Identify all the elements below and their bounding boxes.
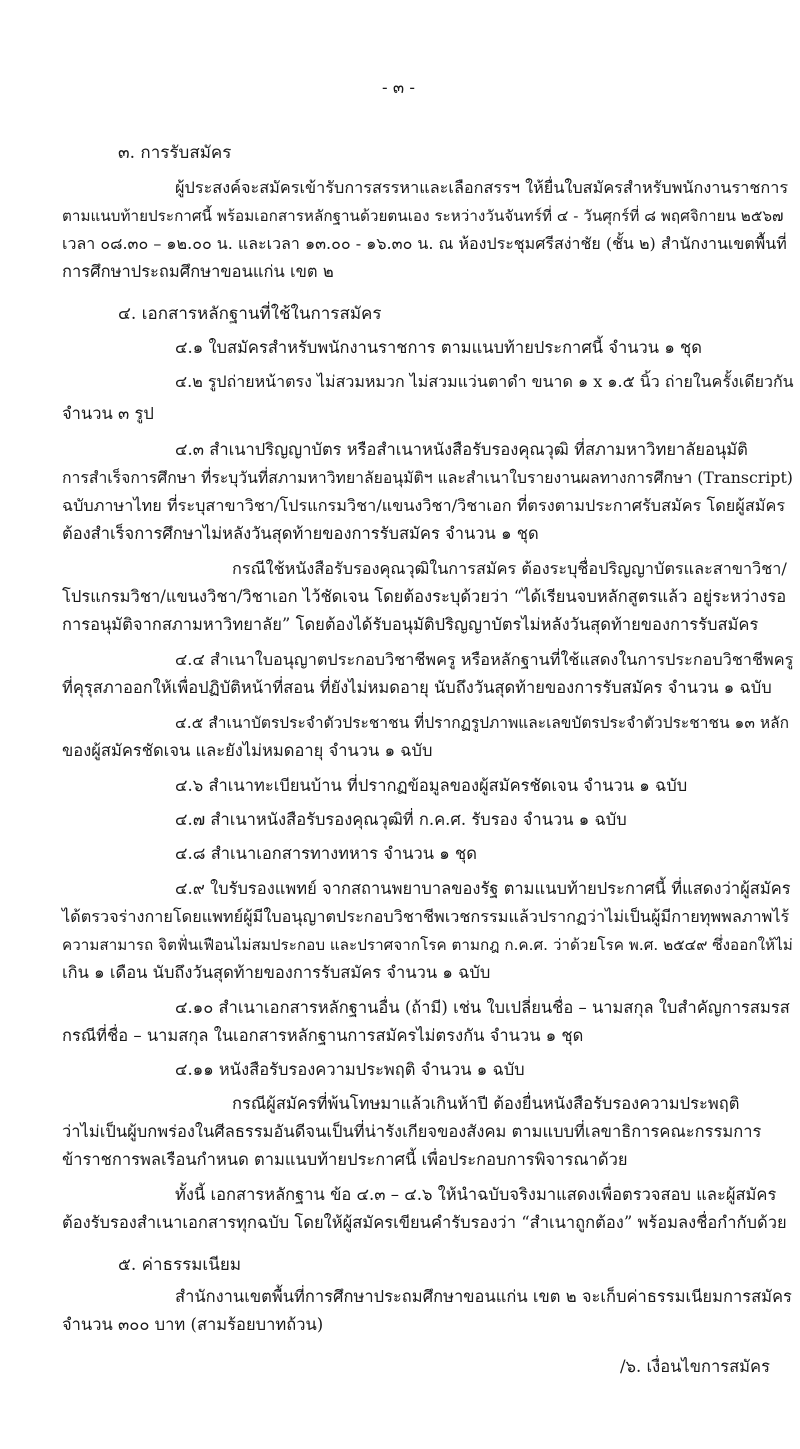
section-4-line: ความสามารถ จิตฟั่นเฟือนไม่สมประกอบ และปราศจากโรค ตามกฎ ก.ค.ศ. ว่าด้วยโรค พ.ศ. ๒๕๔๙ ซึ่งออกให้ไม่ (62, 936, 793, 954)
section-4-line: ฉบับภาษาไทย ที่ระบุสาขาวิชา/โปรแกรมวิชา/แขนงวิชา/วิชาเอก ที่ตรงตามประกาศรับสมัคร โดยผู้สมัคร (62, 496, 786, 515)
page-number: - ๓ - (382, 78, 415, 97)
section-4-line: ๔.๓ สำเนาปริญญาบัตร หรือสำเนาหนังสือรับรองคุณวุฒิ ที่สภามหาวิทยาลัยอนุมัติ (175, 440, 748, 459)
continuation-note: /๖. เงื่อนไขการสมัคร (620, 1357, 770, 1376)
section-4-line: กรณีใช้หนังสือรับรองคุณวุฒิในการสมัคร ต้องระบุชื่อปริญญาบัตรและสาขาวิชา/ (232, 559, 787, 578)
section-4-line: การสำเร็จการศึกษา ที่ระบุวันที่สภามหาวิทยาลัยอนุมัติฯ และสำเนาใบรายงานผลทางการศึกษา (Transcript) (62, 468, 793, 487)
section-5-line: จำนวน ๓๐๐ บาท (สามร้อยบาทถ้วน) (62, 1315, 324, 1334)
section-4-line: ได้ตรวจร่างกายโดยแพทย์ผู้มีใบอนุญาตประกอบวิชาชีพเวชกรรมแล้วปรากฏว่าไม่เป็นผู้มีกายทุพพลภาพไร้ (62, 907, 790, 926)
section-4-line: ของผู้สมัครชัดเจน และยังไม่หมดอายุ จำนวน ๑ ฉบับ (62, 741, 433, 760)
section-4-line: กรณีผู้สมัครที่พ้นโทษมาแล้วเกินห้าปี ต้องยื่นหนังสือรับรองความประพฤติ (232, 1094, 740, 1113)
section-5-line: สำนักงานเขตพื้นที่การศึกษาประถมศึกษาขอนแก่น เขต ๒ จะเก็บค่าธรรมเนียมการสมัคร (175, 1287, 792, 1306)
section-4-line: ๔.๒ รูปถ่ายหน้าตรง ไม่สวมหมวก ไม่สวมแว่นตาดำ ขนาด ๑ x ๑.๕ นิ้ว ถ่ายในครั้งเดียวกัน (175, 372, 794, 391)
section-4-line: ๔.๑๑ หนังสือรับรองความประพฤติ จำนวน ๑ ฉบับ (175, 1060, 525, 1079)
section-4-line: ๔.๙ ใบรับรองแพทย์ จากสถานพยาบาลของรัฐ ตามแนบท้ายประกาศนี้ ที่แสดงว่าผู้สมัคร (175, 879, 791, 898)
section-5-heading: ๕. ค่าธรรมเนียม (118, 1255, 242, 1275)
section-4-line: โปรแกรมวิชา/แขนงวิชา/วิชาเอก ไว้ชัดเจน โดยต้องระบุด้วยว่า “ได้เรียนจบหลักสูตรแล้ว อยู่ระหว่างรอ (62, 587, 787, 606)
section-4-line: จำนวน ๓ รูป (62, 404, 154, 423)
section-4-line: ข้าราชการพลเรือนกำหนด ตามแนบท้ายประกาศนี้ เพื่อประกอบการพิจารณาด้วย (62, 1150, 628, 1169)
section-4-heading: ๔. เอกสารหลักฐานที่ใช้ในการสมัคร (118, 304, 382, 324)
section-4-line: ต้องรับรองสำเนาเอกสารทุกฉบับ โดยให้ผู้สมัครเขียนคำรับรองว่า “สำเนาถูกต้อง” พร้อมลงชื่อกำกับด้วย (62, 1213, 787, 1232)
section-4-line: การอนุมัติจากสภามหาวิทยาลัย” โดยต้องได้รับอนุมัติปริญญาบัตรไม่หลังวันสุดท้ายของการรับสมัคร (62, 615, 759, 634)
section-3-heading: ๓. การรับสมัคร (118, 143, 232, 163)
section-3-line: เวลา ๐๘.๓๐ – ๑๒.๐๐ น. และเวลา ๑๓.๐๐ - ๑๖.๓๐ น. ณ ห้องประชุมศรีสง่าชัย (ชั้น ๒) สำนักงานเขตพื้นที่ (62, 234, 787, 253)
section-4-line: ๔.๖ สำเนาทะเบียนบ้าน ที่ปรากฏข้อมูลของผู้สมัครชัดเจน จำนวน ๑ ฉบับ (175, 776, 688, 795)
section-3-line: ตามแนบท้ายประกาศนี้ พร้อมเอกสารหลักฐานด้วยตนเอง ระหว่างวันจันทร์ที่ ๔ - วันศุกร์ที่ ๘ พฤศจิกายน ๒๕๖๗ (62, 207, 784, 225)
section-4-line: ต้องสำเร็จการศึกษาไม่หลังวันสุดท้ายของการรับสมัคร จำนวน ๑ ชุด (62, 524, 539, 543)
section-4-line: ๔.๘ สำเนาเอกสารทางทหาร จำนวน ๑ ชุด (175, 844, 477, 863)
section-4-line: ๔.๑๐ สำเนาเอกสารหลักฐานอื่น (ถ้ามี) เช่น ใบเปลี่ยนชื่อ – นามสกุล ใบสำคัญการสมรส (175, 998, 790, 1017)
section-4-line: ๔.๕ สำเนาบัตรประจำตัวประชาชน ที่ปรากฏรูปภาพและเลขบัตรประจำตัวประชาชน ๑๓ หลัก (175, 714, 789, 732)
section-4-line: ทั้งนี้ เอกสารหลักฐาน ข้อ ๔.๓ – ๔.๖ ให้นำฉบับจริงมาแสดงเพื่อตรวจสอบ และผู้สมัคร (175, 1185, 777, 1204)
section-4-line: กรณีที่ชื่อ – นามสกุล ในเอกสารหลักฐานการสมัครไม่ตรงกัน จำนวน ๑ ชุด (62, 1026, 584, 1045)
section-3-line: ผู้ประสงค์จะสมัครเข้ารับการสรรหาและเลือกสรรฯ ให้ยื่นใบสมัครสำหรับพนักงานราชการ (175, 178, 789, 197)
section-3-line: การศึกษาประถมศึกษาขอนแก่น เขต ๒ (62, 262, 334, 281)
section-4-line: ๔.๔ สำเนาใบอนุญาตประกอบวิชาชีพครู หรือหลักฐานที่ใช้แสดงในการประกอบวิชาชีพครู (175, 650, 794, 669)
section-4-line: ๔.๑ ใบสมัครสำหรับพนักงานราชการ ตามแนบท้ายประกาศนี้ จำนวน ๑ ชุด (175, 338, 702, 357)
section-4-line: เกิน ๑ เดือน นับถึงวันสุดท้ายของการรับสมัคร จำนวน ๑ ฉบับ (62, 963, 491, 982)
section-4-line: ว่าไม่เป็นผู้บกพร่องในศีลธรรมอันดีจนเป็นที่น่ารังเกียจของสังคม ตามแบบที่เลขาธิการคณะกรรมการ (62, 1122, 762, 1141)
section-4-line: ที่คุรุสภาออกให้เพื่อปฏิบัติหน้าที่สอน ที่ยังไม่หมดอายุ นับถึงวันสุดท้ายของการรับสมัคร จำนวน ๑ ฉบับ (62, 678, 772, 697)
section-4-line: ๔.๗ สำเนาหนังสือรับรองคุณวุฒิที่ ก.ค.ศ. รับรอง จำนวน ๑ ฉบับ (175, 810, 627, 829)
